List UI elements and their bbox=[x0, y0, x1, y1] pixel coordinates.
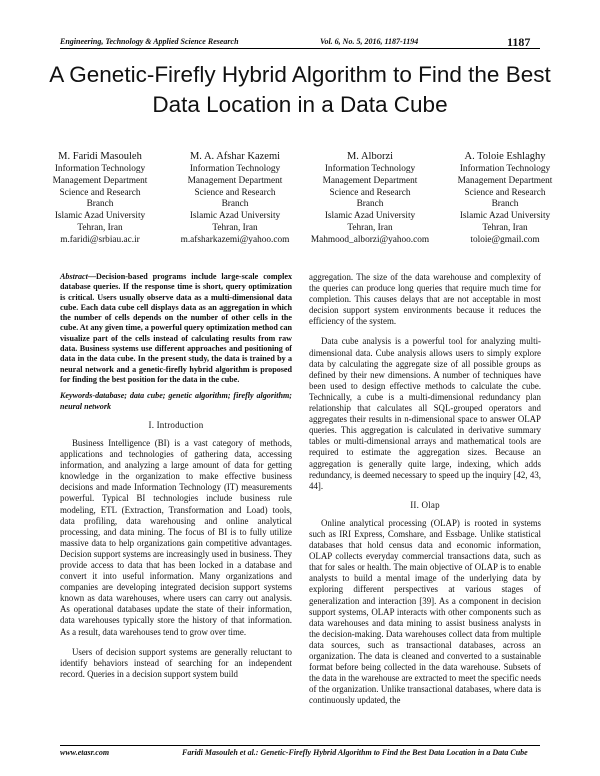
author-line: Management Department bbox=[187, 175, 283, 186]
author-line: Management Department bbox=[457, 175, 553, 186]
author-name: M. Faridi Masouleh bbox=[58, 151, 142, 162]
author-line: Information Technology bbox=[54, 164, 146, 174]
author-name: M. Alborzi bbox=[346, 151, 394, 162]
header-rule bbox=[60, 48, 540, 49]
author-line: Branch bbox=[221, 199, 249, 210]
author-email[interactable]: toloie@gmail.com bbox=[470, 234, 540, 245]
author-line: Science and Research bbox=[329, 187, 411, 198]
keywords: Keywords-database; data cube; genetic algorithm; firefly algorithm; neural network bbox=[60, 391, 292, 411]
author-name: M. A. Afshar Kazemi bbox=[189, 151, 281, 162]
author-line: Management Department bbox=[322, 175, 418, 186]
author-line: Management Department bbox=[52, 175, 148, 186]
author-line: Tehran, Iran bbox=[212, 222, 258, 233]
author-line: Tehran, Iran bbox=[347, 222, 393, 233]
right-column bbox=[309, 272, 541, 706]
author-line: Islamic Azad University bbox=[54, 211, 146, 222]
author-line: Information Technology bbox=[459, 164, 551, 174]
author-email[interactable]: m.faridi@srbiau.ac.ir bbox=[60, 234, 140, 245]
footer-site[interactable]: www.etasr.com bbox=[60, 748, 110, 757]
journal-name: Engineering, Technology & Applied Science Research bbox=[60, 37, 239, 46]
author-line: Science and Research bbox=[59, 187, 141, 198]
title-line-1: A Genetic-Firefly Hybrid Algorithm to Find the Best bbox=[49, 62, 551, 87]
author-block-2 bbox=[165, 150, 305, 247]
abstract-text: —Decision-based programs include large-scale complex database queries. If the response time is short, query optimization is critical. Users usually observe data as a multi-dimensional data cube. Each data cube cell displays data as an aggregation in which the number of cells depends on the number of other cells in the cube. At any given time, a powerful query optimization method can visualize part of the cells instead of calculating results from raw data. Business systems use different approaches and positioning of data in the data cube. In the present study, the data is trained by a neural network and a genetic-firefly hybrid algorithm is proposed for finding the best position for the data in the cube. bbox=[60, 272, 293, 384]
left-column bbox=[60, 272, 292, 680]
olap-paragraph: Online analytical processing (OLAP) is rooted in systems such as IRI Express, Comshare, and Essbage. Unlike statistical databases that hold census data and economic information, OLAP collects everyday commercial transactions data, such as that for sales or health. The main objective of OLAP is to enable analysts to build a mental image of the underlying data by exploring different perspectives at various stages of generalization and interaction [39]. As a component in decision support systems, OLAP interacts with other components such as data warehouses and data mining to assist business analysts in the decision-making. Data warehouses collect data from multiple data sources, such as transactional databases, across an organization. The data is cleaned and converted to a sustainable format before being collected in the data warehouse. Subsets of the data in the warehouse are extracted to meet the specific needs of the organization. Unlike transactional databases, where data is continuously updated, the bbox=[309, 517, 541, 706]
title-line-2: Data Location in a Data Cube bbox=[152, 92, 448, 117]
author-block-4 bbox=[435, 150, 575, 247]
author-line: Science and Research bbox=[194, 187, 276, 198]
author-email[interactable]: Mahmood_alborzi@yahoo.com bbox=[310, 234, 430, 245]
page-number: 1187 bbox=[507, 35, 531, 49]
right-paragraph-1: aggregation. The size of the data warehouse and complexity of the queries can produce long queries that require much time for completion. This causes delays that are not acceptable in most decision support system environments because it reduces the efficiency of the system. bbox=[309, 272, 541, 327]
intro-paragraph-2: Users of decision support systems are generally reluctant to identify behaviors instead of searching for an independent record. Queries in a decision support system build bbox=[60, 646, 292, 679]
author-line: Information Technology bbox=[324, 164, 416, 174]
abstract bbox=[60, 272, 292, 385]
volume-info: Vol. 6, No. 5, 2016, 1187-1194 bbox=[320, 37, 419, 46]
author-block-3 bbox=[300, 150, 440, 247]
right-paragraph-2: Data cube analysis is a powerful tool for analyzing multi-dimensional data. Cube analysis allows users to simply explore data by calculating the aggregate size of all possible groups as defined by their new dimensions. A number of techniques have been used to design effective methods to calculate the cube. Technically, a cube is a multi-dimensional redundancy plan relationship that calculates all SQL-grouped operators and aggregates their results in n-dimensional space to answer OLAP queries. This aggregation is calculated in derivative summary tables or multi-dimensional arrays and mathematical tools are required to estimate the aggregation sizes. Because an aggregation is generally quite large, indexing, which adds redundancy, is deemed necessary to speed up the inquiry [42, 43, 44]. bbox=[309, 336, 541, 491]
author-line: Information Technology bbox=[189, 164, 281, 174]
intro-paragraph-1: Business Intelligence (BI) is a vast category of methods, applications and technologies of gathering data, accessing information, and analyzing a large amount of data for getting knowledge in the organization to make effective business decisions and made Information Technology (IT) measurements powerful. Typical BI technologies include business rule modeling, ETL (Extraction, Transformation and Load) tools, data profiling, data warehousing and online analytical processing, and data mining. The focus of BI is to fully utilize massive data to help organizations gain competitive advantages. Decision support systems are increasingly used in business. They provide access to data that has been locked in a database and convert it into useful information. Many organizations and companies are developing integrated decision support systems known as data warehouses, where users can carry out analysis. As operational databases update the state of their information, data warehouses typically store the history of that information. As a result, data warehouses tend to grow over time. bbox=[60, 437, 292, 637]
author-email[interactable]: m.afsharkazemi@yahoo.com bbox=[180, 234, 290, 245]
author-line: Branch bbox=[356, 199, 384, 210]
author-line: Tehran, Iran bbox=[77, 222, 123, 233]
author-line: Islamic Azad University bbox=[459, 211, 551, 222]
author-block-1 bbox=[30, 150, 170, 247]
author-line: Islamic Azad University bbox=[324, 211, 416, 222]
section-heading-olap: II. Olap bbox=[410, 499, 440, 510]
author-line: Science and Research bbox=[464, 187, 546, 198]
author-line: Tehran, Iran bbox=[482, 222, 528, 233]
footer-rule bbox=[60, 745, 540, 746]
section-heading-introduction: I. Introduction bbox=[148, 419, 204, 430]
paper-title bbox=[20, 60, 580, 120]
footer-citation: Faridi Masouleh et al.: Genetic-Firefly Hybrid Algorithm to Find the Best Data Location in a Data Cube bbox=[182, 748, 528, 757]
author-name: A. Toloie Eshlaghy bbox=[464, 151, 546, 162]
author-line: Islamic Azad University bbox=[189, 211, 281, 222]
abstract-label: Abstract bbox=[60, 272, 88, 281]
author-line: Branch bbox=[86, 199, 114, 210]
author-line: Branch bbox=[491, 199, 519, 210]
